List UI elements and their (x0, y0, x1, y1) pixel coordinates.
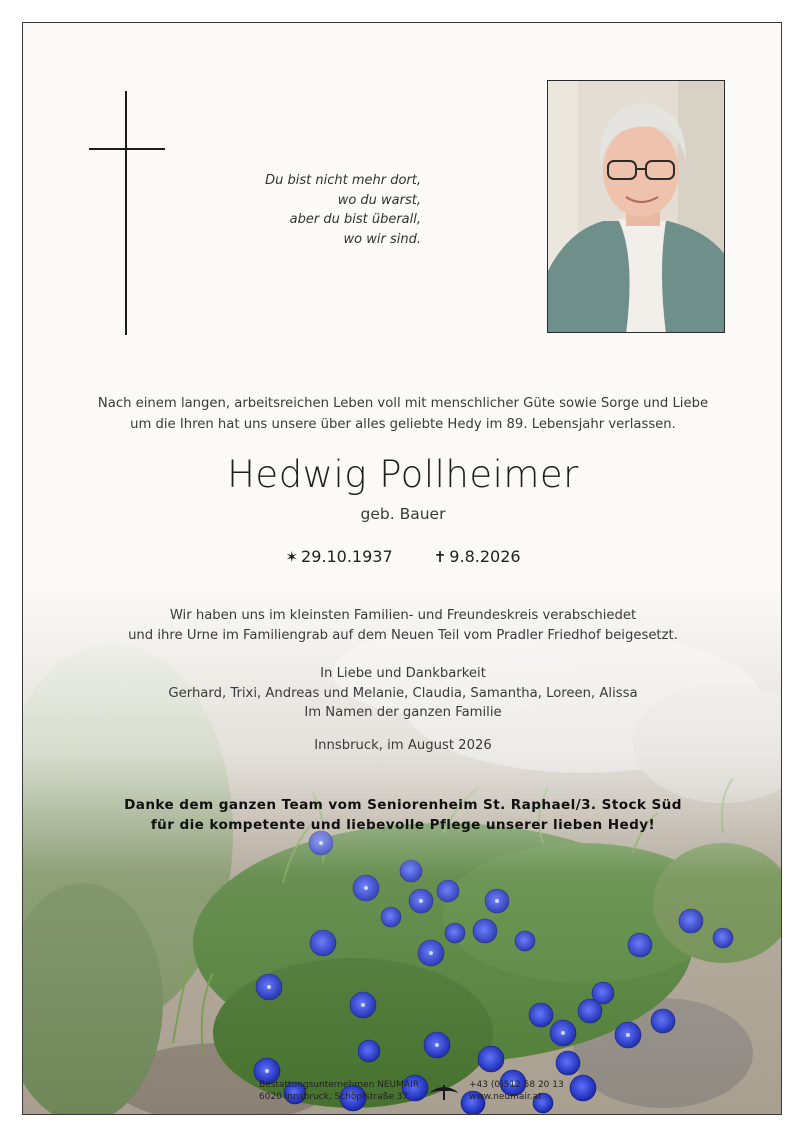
funeral-home-address: 6020 Innsbruck, Schöpfstraße 37 (259, 1092, 409, 1102)
funeral-home-web[interactable]: www.neumair.at (469, 1092, 542, 1102)
thanks-line: Danke dem ganzen Team vom Seniorenheim St. Raphael/3. Stock Süd (124, 797, 682, 813)
verse-line: aber du bist überall, (289, 212, 421, 227)
gentian-flowers-background (23, 583, 782, 1115)
star-icon: ✶ (285, 548, 299, 566)
verse-line: Du bist nicht mehr dort, (265, 173, 421, 188)
life-dates (23, 547, 782, 566)
portrait-photo (547, 80, 725, 333)
birth-date: 29.10.1937 (301, 547, 393, 566)
farewell-line: und ihre Urne im Familiengrab auf dem Neuen Teil vom Pradler Friedhof beigesetzt. (128, 627, 678, 643)
thanks-text (23, 796, 782, 835)
verse-line: wo du warst, (337, 192, 421, 208)
mourners-line: Gerhard, Trixi, Andreas und Melanie, Claudia, Samantha, Loreen, Alissa (168, 685, 638, 701)
death-date: 9.8.2026 (449, 547, 521, 566)
maiden-name: geb. Bauer (360, 505, 446, 523)
farewell-text (23, 606, 782, 645)
memorial-verse (223, 171, 421, 249)
verse-line: wo wir sind. (343, 231, 421, 247)
intro-line: Nach einem langen, arbeitsreichen Leben voll mit menschlicher Güte sowie Sorge und Liebe (97, 396, 709, 411)
cross-icon (89, 91, 167, 335)
mourners-line: In Liebe und Dankbarkeit (320, 666, 486, 681)
funeral-home-name: Bestattungsunternehmen NEUMAIR (259, 1080, 419, 1090)
place-date: Innsbruck, im August 2026 (314, 738, 492, 753)
mourners-line: Im Namen der ganzen Familie (304, 705, 502, 720)
funeral-home-phone: +43 (0)512 58 20 13 (469, 1080, 564, 1090)
farewell-line: Wir haben uns im kleinsten Familien- und Freundeskreis verabschiedet (169, 608, 637, 623)
mourners-block (23, 664, 782, 723)
death-date-group (434, 547, 521, 566)
funeral-home-logo-icon (427, 1079, 461, 1101)
deceased-name: Hedwig Pollheimer (227, 453, 579, 496)
birth-date-group (285, 547, 392, 566)
intro-text (23, 393, 782, 435)
obituary-card (22, 22, 782, 1115)
thanks-line: für die kompetente und liebevolle Pflege unserer lieben Hedy! (150, 816, 656, 833)
cross-small-icon: ✝ (433, 548, 447, 566)
intro-line: um die Ihren hat uns unsere über alles geliebte Hedy im 89. Lebensjahr verlassen. (130, 417, 676, 432)
